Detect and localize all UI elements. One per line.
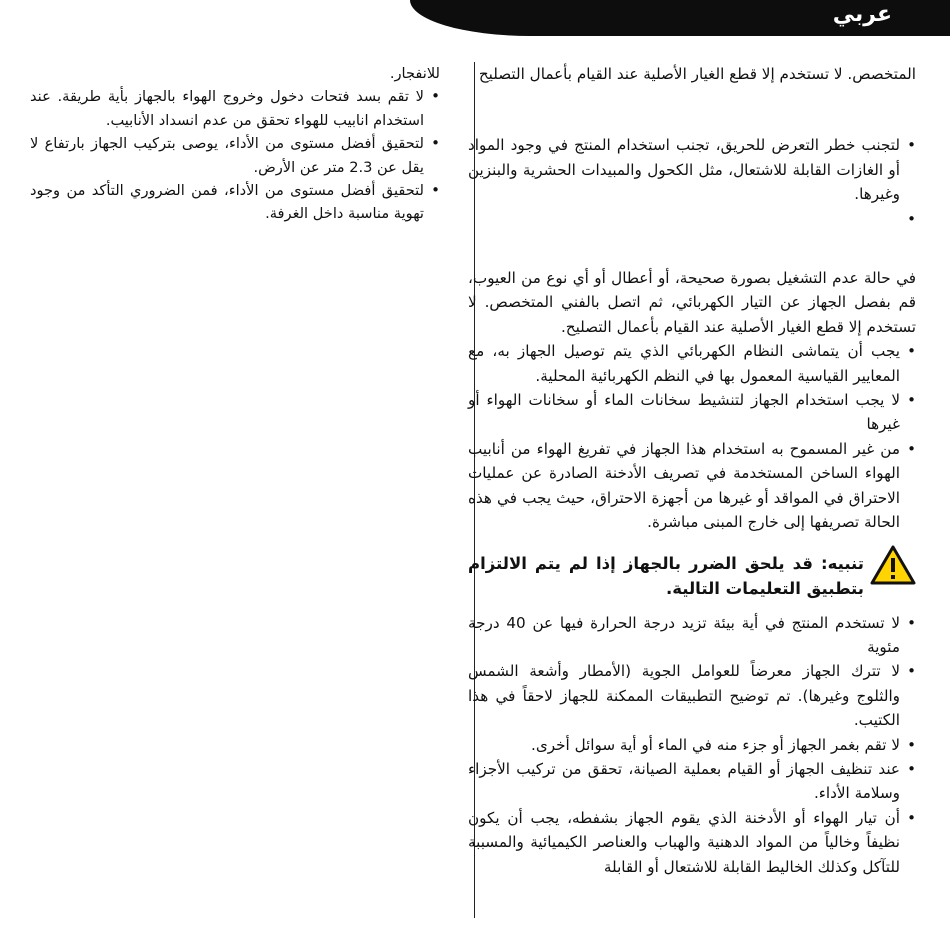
spacer	[468, 535, 916, 547]
left-column	[30, 62, 440, 226]
warning-heading: تنبيه: قد يلحق الضرر بالجهاز إذا لم يتم الالتزام بتطبيق التعليمات التالية.	[468, 553, 864, 598]
left-continuation: للانفجار.	[389, 65, 440, 82]
spacer	[468, 231, 916, 266]
fault-paragraph: في حالة عدم التشغيل بصورة صحيحة، أو أعطال أو أي نوع من العيوب، قم بفصل الجهاز عن التيار الكهربائي، ثم اتصل بالفني المتخصص. لا تستخدم إلا قطع الغيار الأصلية عند القيام بأعمال التصليح.	[468, 269, 916, 336]
list-item: • لا تقم بغمر الجهاز أو جزء منه في الماء أو أية سوائل أخرى.	[468, 733, 916, 757]
spacer	[468, 86, 916, 133]
list-item: • عند تنظيف الجهاز أو القيام بعملية الصيانة، تحقق من تركيب الأجزاء وسلامة الأداء.	[468, 757, 916, 806]
warning-triangle-icon	[870, 545, 916, 585]
list-item: • لا تقم بسد فتحات دخول وخروج الهواء بالجهاز بأية طريقة. عند استخدام انابيب للهواء تحقق من عدم انسداد الأنابيب.	[30, 85, 440, 132]
bullet-list-1	[468, 133, 916, 231]
list-item: • لتحقيق أفضل مستوى من الأداء، فمن الضروري التأكد من وجود تهوية مناسبة داخل الغرفة.	[30, 179, 440, 226]
list-item: • يجب أن يتماشى النظام الكهربائي الذي يتم توصيل الجهاز به، مع المعايير القياسية المعمول بها في النظم الكهربائية المحلية.	[468, 339, 916, 388]
list-item: • من غير المسموح به استخدام هذا الجهاز في تفريغ الهواء من أنابيب الهواء الساخن المستخدمة في تصريف الأدخنة الصادرة عن عمليات الاحتراق في المواقد أو غيرها من أجهزة الاحتراق، حيث يجب في هذه الحالة تصريفها إلى خارج المبنى مباشرة.	[468, 437, 916, 535]
bullet-list-2	[468, 339, 916, 534]
list-item: • أن تيار الهواء أو الأدخنة الذي يقوم الجهاز بشفطه، يجب أن يكون نظيفاً وخالياً من المواد الدهنية والهباب والعناصر الكيميائية والمسببة للتآكل وكذلك الخاليط القابلة للاشتعال أو القابلة	[468, 806, 916, 879]
list-item: • لتجنب خطر التعرض للحريق، تجنب استخدام المنتج في وجود المواد أو الغازات القابلة للاشتعال، مثل الكحول والمبيدات الحشرية والبنزين وغيرها.	[468, 133, 916, 206]
list-item: • لا تترك الجهاز معرضاً للعوامل الجوية (الأمطار وأشعة الشمس والثلوج وغيرها). تم توضيح التطبيقات الممكنة للجهاز لاحقاً في هذا الكتيب.	[468, 659, 916, 732]
header-tab	[410, 0, 950, 36]
language-title: عربي	[832, 2, 892, 27]
bullet-list-3	[468, 611, 916, 879]
list-item: • لا تستخدم المنتج في أية بيئة تزيد درجة الحرارة فيها عن 40 درجة مئوية	[468, 611, 916, 660]
intro-continuation: المتخصص. لا تستخدم إلا قطع الغيار الأصلية عند القيام بأعمال التصليح	[478, 65, 916, 83]
list-item	[468, 207, 916, 231]
list-item: • لتحقيق أفضل مستوى من الأداء، يوصى بتركيب الجهاز بارتفاع لا يقل عن 2.3 متر عن الأرض.	[30, 132, 440, 179]
list-item: • لا يجب استخدام الجهاز لتنشيط سخانات الماء أو سخانات الهواء أو غيرها	[468, 388, 916, 437]
right-column	[468, 62, 916, 879]
warning-box	[468, 551, 916, 601]
bullet-list-left	[30, 85, 440, 225]
